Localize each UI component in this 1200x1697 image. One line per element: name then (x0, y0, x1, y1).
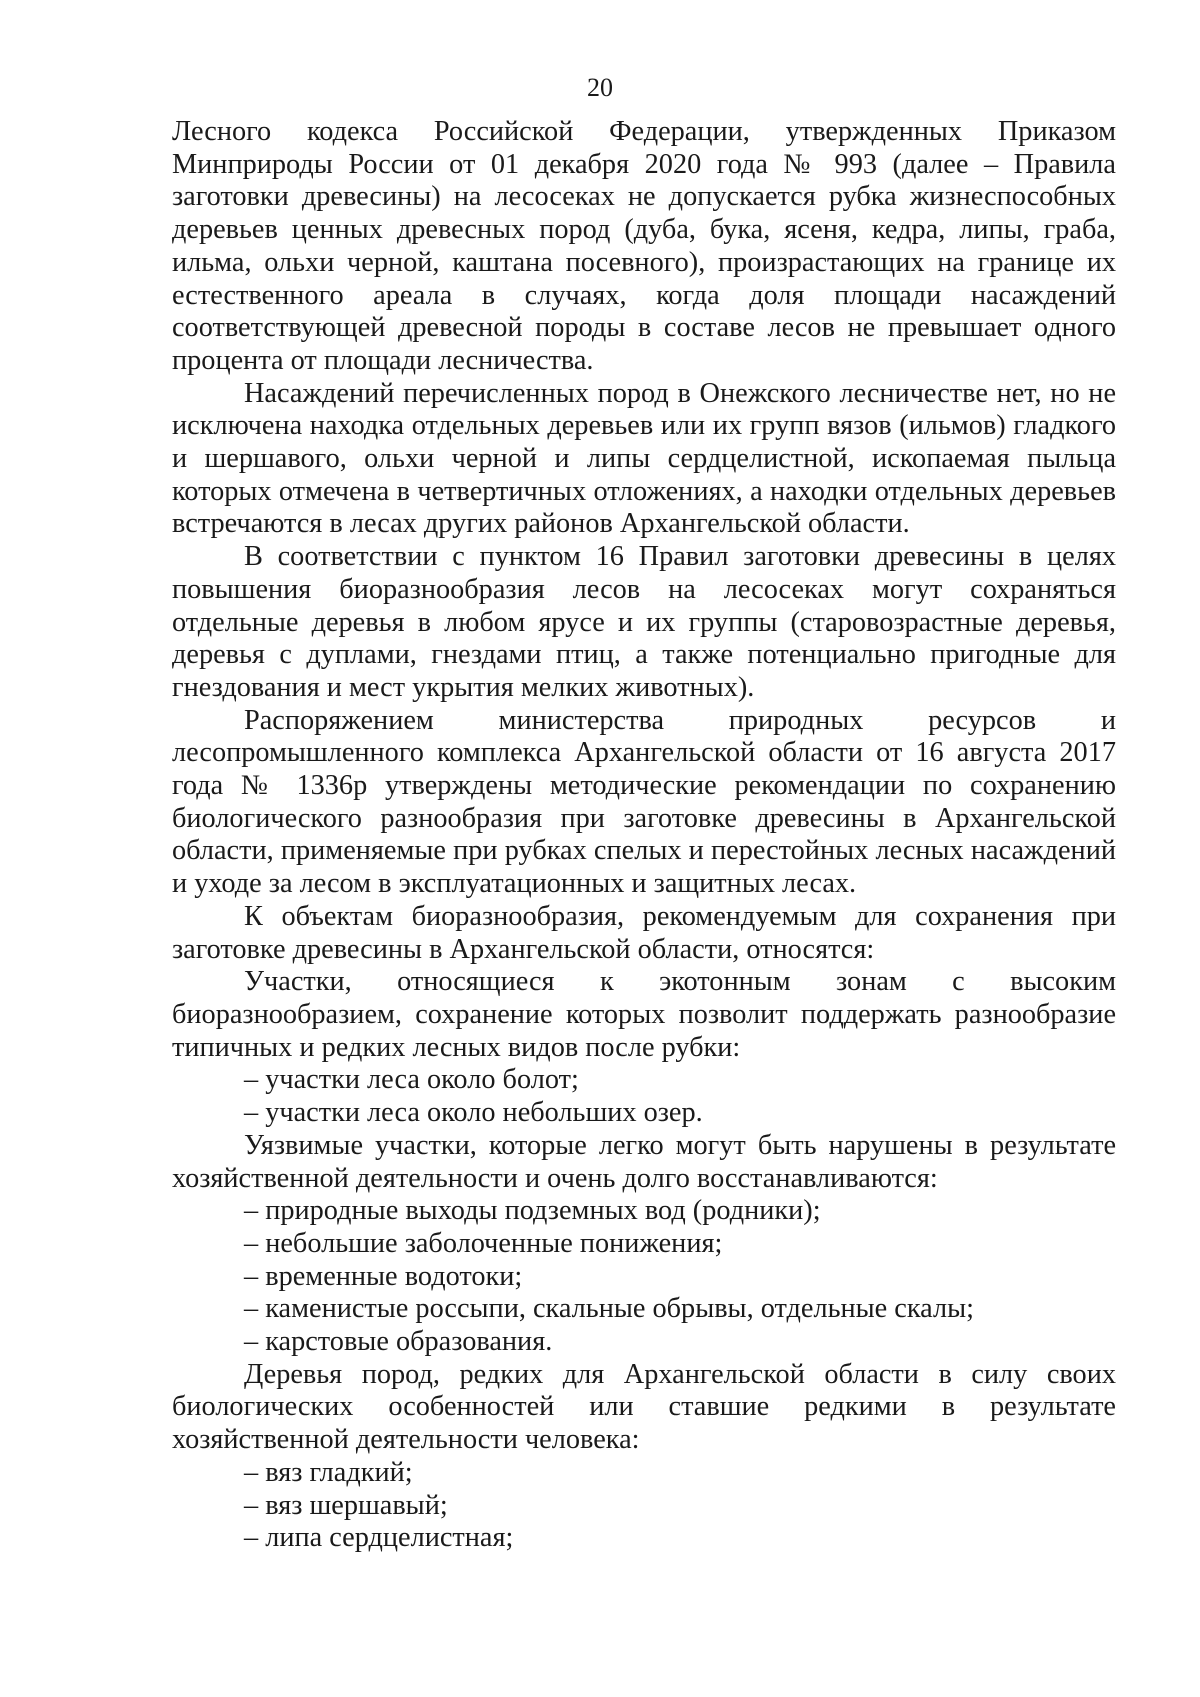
list-item: – природные выходы подземных вод (родники); (244, 1195, 821, 1227)
list-item: – карстовые образования. (244, 1326, 553, 1358)
paragraph: Участки, относящиеся к экотонным зонам с высоким биоразнообразием, сохранение которых позволит поддержать разнообразие типичных и редких лесных видов после рубки: (172, 966, 1116, 1063)
list-item: – небольшие заболоченные понижения; (244, 1227, 723, 1259)
list-item: – временные водотоки; (244, 1260, 523, 1292)
paragraph: К объектам биоразнообразия, рекомендуемым для сохранения при заготовке древесины в Архангельской области, относятся: (172, 900, 1116, 965)
paragraph: В соответствии с пунктом 16 Правил заготовки древесины в целях повышения биоразнообразия лесов на лесосеках могут сохраняться отдельные деревья в любом ярусе и их группы (старовозрастные деревья, деревья с дуплами, гнездами птиц, а также потенциально пригодные для гнездования и мест укрытия мелких животных). (172, 541, 1116, 703)
list-item: – участки леса около небольших озер. (244, 1097, 703, 1129)
document-body (172, 116, 1116, 1555)
paragraph: Уязвимые участки, которые легко могут быть нарушены в результате хозяйственной деятельности и очень долго восстанавливаются: (172, 1129, 1116, 1194)
paragraph: Распоряжением министерства природных ресурсов и лесопромышленного комплекса Архангельской области от 16 августа 2017 года № 1336р утверждены методические рекомендации по сохранению биологического разнообразия при заготовке древесины в Архангельской области, применяемые при рубках спелых и перестойных лесных насаждений и уходе за лесом в эксплуатационных и защитных лесах. (172, 704, 1116, 900)
paragraph: Насаждений перечисленных пород в Онежского лесничестве нет, но не исключена находка отдельных деревьев или их групп вязов (ильмов) гладкого и шершавого, ольхи черной и липы сердцелистной, ископаемая пыльца которых отмечена в четвертичных отложениях, а находки отдельных деревьев встречаются в лесах других районов Архангельской области. (172, 377, 1116, 540)
page-number: 20 (587, 73, 613, 102)
list-item: – каменистые россыпи, скальные обрывы, отдельные скалы; (244, 1293, 974, 1325)
list-item: – участки леса около болот; (244, 1064, 579, 1096)
paragraph-continuation: Лесного кодекса Российской Федерации, утвержденных Приказом Минприроды России от 01 декабря 2020 года № 993 (далее – Правила заготовки древесины) на лесосеках не допускается рубка жизнеспособных деревьев ценных древесных пород (дуба, бука, ясеня, кедра, липы, граба, ильма, ольхи черной, каштана посевного), произрастающих на границе их естественного ареала в случаях, когда доля площади насаждений соответствующей древесной породы в составе лесов не превышает одного процента от площади лесничества. (172, 116, 1116, 376)
list-item: – вяз шершавый; (244, 1489, 448, 1521)
paragraph: Деревья пород, редких для Архангельской области в силу своих биологических особенностей или ставшие редкими в результате хозяйственной деятельности человека: (172, 1358, 1116, 1456)
list-item: – липа сердцелистная; (244, 1522, 514, 1554)
list-item: – вяз гладкий; (244, 1456, 413, 1488)
